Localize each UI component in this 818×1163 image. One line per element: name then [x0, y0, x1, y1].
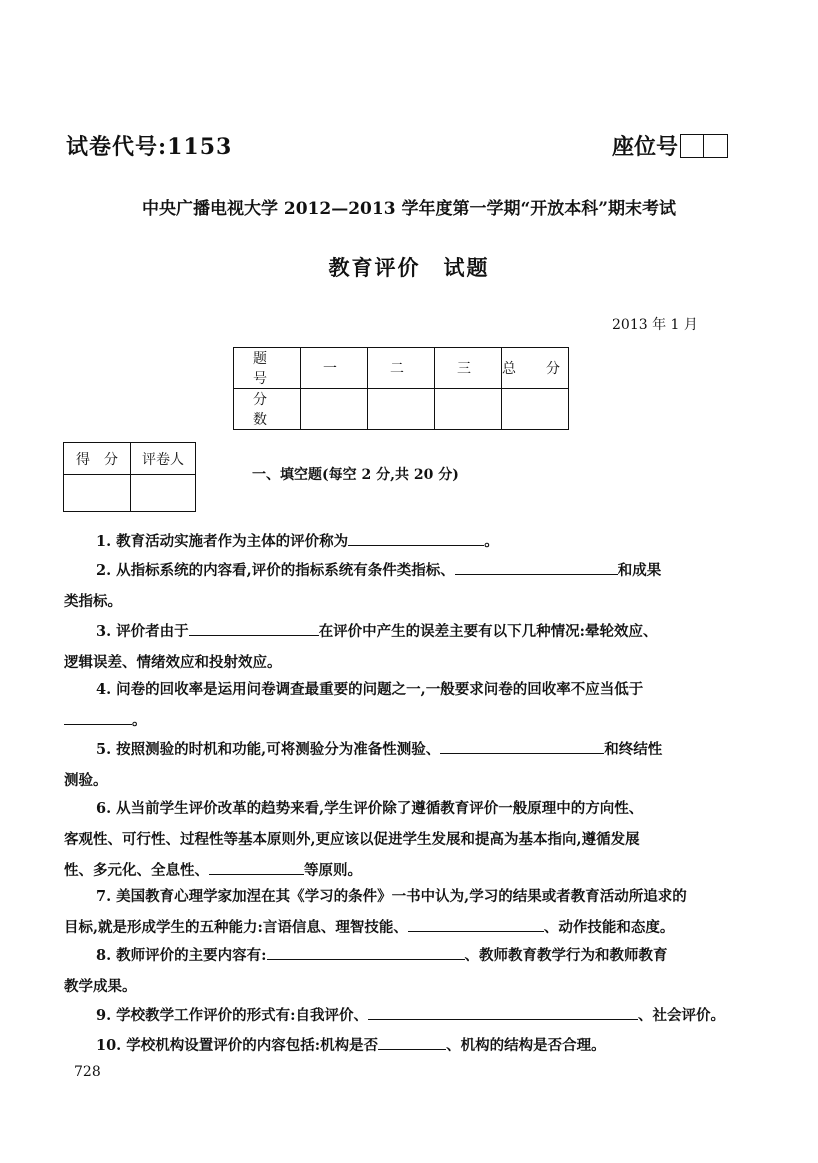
- question-10: [64, 1030, 768, 1061]
- score-input-cell[interactable]: [502, 389, 569, 430]
- section-title: 一、填空题(每空 2 分,共 20 分): [252, 467, 459, 483]
- seat-number: [612, 130, 728, 161]
- question-9: [64, 1000, 768, 1031]
- question-text: 和终结性: [604, 741, 663, 758]
- exam-title: 教育评价 试题: [328, 255, 490, 280]
- question-4: [64, 674, 736, 736]
- question-8: [64, 940, 736, 1002]
- question-text: 5. 按照测验的时机和功能,可将测验分为准备性测验、: [96, 741, 441, 758]
- page-number: 728: [74, 1064, 101, 1080]
- question-text: 性、多元化、全息性、: [64, 862, 209, 879]
- grader-table: [63, 442, 196, 512]
- seat-label: 座位号: [612, 134, 679, 160]
- answer-blank[interactable]: [455, 560, 618, 575]
- question-7: [64, 881, 736, 943]
- seat-box[interactable]: [680, 134, 704, 158]
- question-text: 10. 学校机构设置评价的内容包括:机构是否: [96, 1037, 379, 1054]
- paper-code: 试卷代号:1153: [66, 134, 233, 160]
- answer-blank[interactable]: [64, 710, 132, 725]
- score-input-cell[interactable]: [301, 389, 368, 430]
- question-text: 7. 美国教育心理学家加涅在其《学习的条件》一书中认为,学习的结果或者教育活动所追求的: [96, 888, 687, 905]
- question-text: 、社会评价。: [638, 1007, 726, 1024]
- score-table: [233, 347, 569, 430]
- question-text: 教学成果。: [64, 978, 137, 995]
- question-text: 。: [132, 712, 147, 729]
- question-text: 逻辑误差、情绪效应和投射效应。: [64, 654, 282, 671]
- question-1: [64, 526, 768, 557]
- question-text: 和成果: [617, 562, 662, 579]
- question-text: 测验。: [64, 772, 108, 789]
- question-text: 。: [484, 533, 499, 550]
- answer-blank[interactable]: [440, 739, 604, 754]
- question-5: [64, 734, 736, 796]
- score-input-cell[interactable]: [435, 389, 502, 430]
- answer-blank[interactable]: [408, 917, 544, 932]
- score-table-score-row: [234, 389, 569, 430]
- score-table-cell: 分 数: [234, 389, 301, 430]
- answer-blank[interactable]: [209, 860, 304, 875]
- seat-boxes: [680, 134, 728, 158]
- question-text: 、教师教育教学行为和教师教育: [464, 947, 668, 964]
- score-input-cell[interactable]: [368, 389, 435, 430]
- answer-blank[interactable]: [348, 531, 484, 546]
- question-text: 2. 从指标系统的内容看,评价的指标系统有条件类指标、: [96, 562, 455, 579]
- grader-table-score-header: 得 分: [64, 443, 131, 475]
- question-text: 、动作技能和态度。: [543, 919, 675, 936]
- grader-name-cell[interactable]: [131, 475, 196, 512]
- question-text: 4. 问卷的回收率是运用问卷调查最重要的问题之一,一般要求问卷的回收率不应当低于: [96, 681, 644, 698]
- exam-subtitle: 中央广播电视大学 2012—2013 学年度第一学期“开放本科”期末考试: [141, 199, 677, 219]
- answer-blank[interactable]: [189, 621, 319, 636]
- grader-table-grader-header: 评卷人: [131, 443, 196, 475]
- score-table-cell: 三: [435, 348, 502, 389]
- score-table-header-row: [234, 348, 569, 389]
- question-text: 类指标。: [64, 593, 122, 610]
- score-table-cell: 一: [301, 348, 368, 389]
- question-6: [64, 793, 736, 886]
- question-text: 、机构的结构是否合理。: [446, 1037, 606, 1054]
- question-text: 在评价中产生的误差主要有以下几种情况:晕轮效应、: [318, 623, 658, 640]
- question-text: 客观性、可行性、过程性等基本原则外,更应该以促进学生发展和提高为基本指向,遵循发展: [64, 831, 640, 848]
- question-3: [64, 616, 736, 678]
- exam-date: 2013 年 1 月: [612, 317, 698, 333]
- question-text: 1. 教育活动实施者作为主体的评价称为: [96, 533, 349, 550]
- question-2: [64, 555, 736, 617]
- score-table-cell: 题 号: [234, 348, 301, 389]
- question-text: 等原则。: [304, 862, 362, 879]
- answer-blank[interactable]: [378, 1035, 446, 1050]
- score-table-cell: 总 分: [502, 348, 569, 389]
- answer-blank[interactable]: [368, 1005, 638, 1020]
- score-table-cell: 二: [368, 348, 435, 389]
- grader-score-cell[interactable]: [64, 475, 131, 512]
- question-text: 3. 评价者由于: [96, 623, 189, 640]
- question-text: 8. 教师评价的主要内容有:: [96, 947, 267, 964]
- seat-box[interactable]: [704, 134, 728, 158]
- question-text: 9. 学校教学工作评价的形式有:自我评价、: [96, 1007, 369, 1024]
- answer-blank[interactable]: [267, 945, 465, 960]
- question-text: 目标,就是形成学生的五种能力:言语信息、理智技能、: [64, 919, 408, 936]
- question-text: 6. 从当前学生评价改革的趋势来看,学生评价除了遵循教育评价一般原理中的方向性、: [96, 800, 644, 817]
